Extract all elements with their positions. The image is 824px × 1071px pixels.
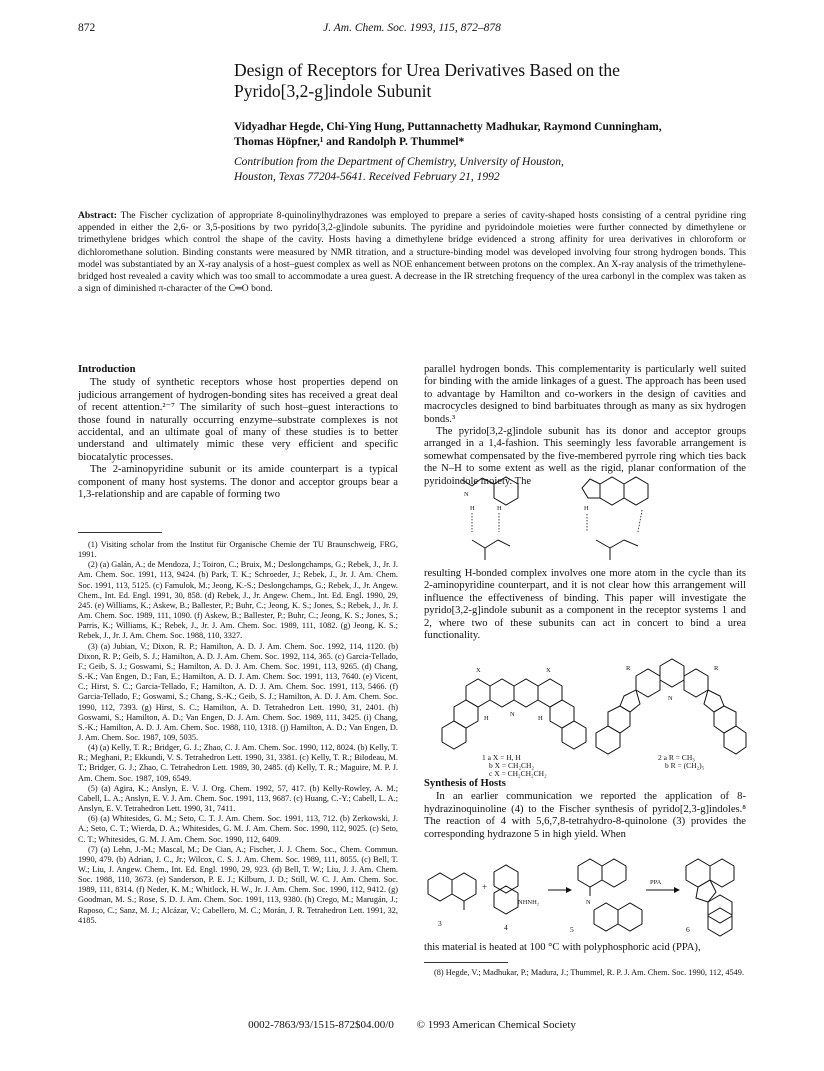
left-footnote: (1) Visiting scholar from the Institut für Organische Chemie der TU Braunschweig, FRG, 1991. xyxy=(78,540,398,560)
right-column-text-2 xyxy=(424,568,746,642)
nh-label-right: H xyxy=(538,715,543,722)
compound-1c-label: c X = CH₂CH₂CH₂ xyxy=(489,769,547,778)
compound-2a-label: 2 a R = CH₃ xyxy=(658,753,695,762)
r-label-left: R xyxy=(626,665,631,672)
synthesis-paragraph-2: this material is heated at 100 °C with polyphosphoric acid (PPA), xyxy=(424,942,701,953)
abstract xyxy=(78,210,746,295)
author-list xyxy=(234,120,754,150)
affiliation-line-2: Houston, Texas 77204-5641. Received February 21, 1992 xyxy=(234,171,500,183)
compound-6-number: 6 xyxy=(686,925,690,934)
hydrazone-n-label: N xyxy=(586,899,591,906)
host-structure-2 xyxy=(596,659,746,770)
introduction-heading: Introduction xyxy=(78,364,136,375)
compound-6 xyxy=(686,859,734,936)
title-line-1: Design of Receptors for Urea Derivatives Based on the xyxy=(234,60,620,80)
intro-paragraph-3: The pyrido[3,2-g]indole subunit has its donor and acceptor groups arranged in a 1,4-fashion. This seemingly less favorable arrangement is somewhat compensated by the five-membered pyrrole ring which ties back the N–H to some extent as well as the rigid, planar conformation of the pyridoindole moiety. The xyxy=(424,426,746,487)
intro-paragraph-2-continued: parallel hydrogen bonds. This complementarity is particularly well suited for binding with the amide linkages of a guest. The approach has been used to advantage by Hamilton and co-workers in the design of cavities and macrocycles designed to bind barbituates through as many as six hydrogen bonds.³ xyxy=(424,364,746,425)
affiliation xyxy=(234,155,754,185)
host-structures-figure xyxy=(424,656,746,776)
right-footnote: (8) Hegde, V.; Madhukar, P.; Madura, J.; Thummel, R. P. J. Am. Chem. Soc. 1990, 112, 4549. xyxy=(434,968,745,977)
footnotes-right xyxy=(424,968,746,978)
compound-3 xyxy=(428,873,476,928)
journal-citation: J. Am. Chem. Soc. 1993, 115, 872–878 xyxy=(323,22,501,34)
compound-5-number: 5 xyxy=(570,925,574,934)
footnotes-left xyxy=(78,540,398,926)
affiliation-line-1: Contribution from the Department of Chemistry, University of Houston, xyxy=(234,156,564,168)
host-structure-1 xyxy=(442,667,586,778)
nhnh2-label: NHNH₂ xyxy=(518,899,540,906)
authors-line-1: Vidyadhar Hegde, Chi-Ying Hung, Puttannachetty Madhukar, Raymond Cunningham, xyxy=(234,121,662,133)
ppa-reagent-label: PPA xyxy=(650,879,662,886)
footnote-rule xyxy=(78,532,162,533)
copyright-notice: © 1993 American Chemical Society xyxy=(416,1019,576,1031)
pyridine-n-label: N xyxy=(510,711,515,718)
running-header xyxy=(78,22,746,38)
page-footer xyxy=(78,1019,746,1031)
left-footnote: (5) (a) Agira, K.; Anslyn, E. V. J. Org. Chem. 1992, 57, 417. (b) Kelly-Rowley, A. M.; Cabell, L. A.; Anslyn, E. V. J. Am. Chem. Soc. 1991, 113, 9687. (c) Huang, C.-Y.; Cabell, L. A.; Anslyn, E. V. Tetrahedron Lett. 1990, 31, 7411. xyxy=(78,783,398,814)
synthesis-heading: Synthesis of Hosts xyxy=(424,778,506,789)
left-column-body xyxy=(78,364,398,501)
right-column-text-1 xyxy=(424,364,746,488)
compound-4 xyxy=(494,865,539,932)
abstract-text: The Fischer cyclization of appropriate 8-quinolinylhydrazones was employed to prepare a series of cavity-shaped hosts consisting of a central pyridine ring appended in either the 2,6- or 3,5-positions by two pyrido[3,2-g]indole subunits. The pyridine and pyridoindole moieties were further connected by dimethylene or trimethylene bridges which control the shape of the cavity. Hosts having a dimethylene bridge evidenced a strong affinity for urea derivatives in chloroform or dichloromethane solution. Binding constants were measured by NMR titration, and a structure-binding model was developed involving four strong hydrogen bonds. This model was substantiated by an X-ray analysis of a host–guest complex as well as NOE enhancement between protons on the complex. An X-ray analysis of the trimethylene-bridged host revealed a cavity which was too small to accommodate a urea guest. A decrease in the IR stretching frequency of the urea carbonyl in the complex was taken as a sign of diminished π-character of the C═O bond. xyxy=(78,210,746,295)
reaction-scheme xyxy=(424,858,746,938)
compound-4-number: 4 xyxy=(504,923,508,932)
intro-paragraph-3-continued: resulting H-bonded complex involves one more atom in the cycle than its 2-aminopyridine counterpart, and it is not clear how this arrangement will influence the effectiveness of binding. This paper will investigate the pyrido[3,2-g]indole subunit as a component in the receptor systems 1 and 2, where two of these subunits can act in concert to bind a urea functionality. xyxy=(424,568,746,642)
hbond-figures xyxy=(450,474,710,564)
compound-2b-label: b R = (CH₂)₅ xyxy=(665,761,705,770)
title-line-2: Pyrido[3,2-g]indole Subunit xyxy=(234,81,432,101)
plus-sign: + xyxy=(482,882,488,892)
authors-line-2: Thomas Höpfner,¹ and Randolph P. Thummel* xyxy=(234,136,465,148)
left-footnote: (7) (a) Lehn, J.-M.; Mascal, M.; De Cian, A.; Fischer, J. J. Chem. Soc., Chem. Commun. 1990, 479. (b) Adrian, J. C., Jr.; Wilcox, C. S. J. Am. Chem. Soc. 1989, 111, 8055. (c) Bell, T. W.; Liu, J. Angew. Chem., Int. Ed. Engl. 1990, 29, 923. (d) Bell, T. W.; Liu, J. J. Am. Chem. Soc. 1988, 110, 3673. (e) Sanderson, P. E. J.; Kilburn, J. D.; Still, W. C. J. Am. Chem. Soc. 1989, 111, 8314. (f) Neder, K. M.; Whitlock, H. W., Jr. J. Am. Chem. Soc. 1990, 112, 9412. (g) Goodman, M. S.; Rose, S. D. J. Am. Chem. Soc. 1991, 113, 9380. (h) Crego, M.; Marugán, J.; Raposo, C.; Sanz, M. J.; Alcázar, V.; Cabellero, M. C.; Morán, J. R. Tetrahedron Lett. 1991, 32, 4185. xyxy=(78,844,398,925)
compound-1a-label: 1 a X = H, H xyxy=(482,753,521,762)
left-footnote: (2) (a) Galán, A.; de Mendoza, J.; Toiron, C.; Bruix, M.; Deslongchamps, G.; Rebek, J., Jr. J. Am. Chem. Soc. 1991, 113, 9424. (b) Park, T. K.; Schroeder, J.; Rebek, J., Jr. J. Am. Chem. Soc. 1991, 113, 5125. (c) Famulok, M.; Jeong, K.-S.; Deslongchamps, G.; Rebek, J., Jr. Angew. Chem., Int. Ed. Engl. 1991, 30, 858. (d) Rebek, J., Jr. Angew. Chem., Int. Ed. Engl. 1990, 29, 245. (e) Williams, K.; Askew, B.; Ballester, P.; Buhr, C.; Jeong, K. S.; Jones, S.; Rebek, J., Jr. J. Am. Chem. Soc. 1989, 111, 1090. (f) Askew, B.; Ballester, P.; Buhr, C.; Jeong, K. S.; Jones, S.; Parris, K.; Williams, K.; Rebek, J., Jr. J. Am. Chem. Soc. 1989, 111, 1082. (g) Jeong, K. S.; Rebek, J., Jr. J. Am. Chem. Soc. 1988, 110, 3327. xyxy=(78,560,398,641)
left-footnote: (4) (a) Kelly, T. R.; Bridger, G. J.; Zhao, C. J. Am. Chem. Soc. 1990, 112, 8024. (b) Kelly, T. R.; Meghani, P.; Ekkundi, V. S. Tetrahedron Lett. 1990, 31, 3381. (c) Kelly, T. R.; Bilodeau, M. T.; Bridger, G. J.; Zhao, C. Tetrahedron Lett. 1989, 30, 2485. (d) Kelly, T. R.; Maguire, M. P. J. Am. Chem. Soc. 1987, 109, 6549. xyxy=(78,743,398,783)
paper-title xyxy=(234,60,754,102)
nh-label-left: H xyxy=(484,715,489,722)
compound-5 xyxy=(570,859,642,934)
synthesis-paragraph-1: In an earlier communication we reported the application of 8-hydrazinoquinoline (4) to the Fischer synthesis of pyrido[2,3-g]indoles.⁸ The reaction of 4 with 5,6,7,8-tetrahydro-8-quinolone (3) provides the corresponding hydrazone 5 in high yield. When xyxy=(424,791,746,840)
intro-paragraph-1: The study of synthetic receptors whose host properties depend on judicious arrangement of hydrogen-bonding sites has received a great deal of recent attention.²⁻⁷ The similarity of such host–guest interactions to those found in naturally occurring enzyme–substrate complexes is not accidental, and an ultimate goal of many of these studies is to better understand and ultimately mimic these very efficient and specific biocatalytic processes. xyxy=(78,377,398,463)
r-label-right: R xyxy=(714,665,719,672)
article-code: 0002-7863/93/1515-872$04.00/0 xyxy=(248,1019,394,1031)
compound-3-number: 3 xyxy=(438,919,442,928)
compound-1b-label: b X = CH₂CH₂ xyxy=(489,761,535,770)
x-label-left: X xyxy=(476,667,481,674)
pyridine-n-label-2: N xyxy=(668,695,673,702)
left-footnote: (3) (a) Jubian, V.; Dixon, R. P.; Hamilton, A. D. J. Am. Chem. Soc. 1992, 114, 1120. (b) Dixon, R. P.; Geib, S. J.; Hamilton, A. D. J. Am. Chem. Soc. 1992, 114, 365. (c) Garcia-Tellado, F.; Geib, S. J.; Goswami, S.; Hamilton, A. D. J. Am. Chem. Soc. 1991, 113, 9265. (d) Chang, S.-K.; Van Engen, D.; Fan, E.; Hamilton, A. D. J. Am. Chem. Soc. 1991, 113, 7640. (e) Vicent, C.; Hirst, S. C.; Garcia-Tellado, F.; Hamilton, A. D. J. Am. Chem. Soc. 1991, 113, 5466. (f) Garcia-Tellado, F.; Goswami, S.; Chang, S.-K.; Geib, S. J.; Hamilton, A. D. J. Am. Chem. Soc. 1990, 112, 7393. (g) Hirst, S. C.; Hamilton, A. D. Tetrahedron Lett. 1990, 31, 2401. (h) Goswami, S.; Hamilton, A. D.; Van Engen, D. J. Am. Chem. Soc. 1989, 111, 3425. (i) Chang, S.-K.; Hamilton, A. D. J. Am. Chem. Soc. 1988, 110, 1318. (j) Hamilton, A. D.; Van Engen, D. J. Am. Chem. Soc. 1987, 109, 5035. xyxy=(78,641,398,742)
nh-atom-label: N xyxy=(464,491,469,498)
right-column-synthesis xyxy=(424,778,746,841)
aminopyridine-hbond-figure xyxy=(462,477,518,560)
abstract-label: Abstract: xyxy=(78,210,117,221)
x-label-right: X xyxy=(546,667,551,674)
page-number: 872 xyxy=(78,22,96,34)
intro-paragraph-2: The 2-aminopyridine subunit or its amide counterpart is a typical component of many host systems. The donor and acceptor groups bear a 1,3-relationship and are capable of forming two xyxy=(78,464,398,501)
h-atom-label-2: H xyxy=(497,505,502,512)
h-atom-label: H xyxy=(470,505,475,512)
right-column-text-4 xyxy=(424,942,746,954)
left-footnote: (6) (a) Whitesides, G. M.; Seto, C. T. J. Am. Chem. Soc. 1991, 113, 712. (b) Zerkowski, J. A.; Seto, C. T.; Wierda, D. A.; Whitesides, G. M. J. Am. Chem. Soc. 1990, 112, 9025. (c) Seto, C. T.; Whitesides, G. M. J. Am. Chem. Soc. 1990, 112, 6409. xyxy=(78,814,398,844)
footnote-rule-right xyxy=(424,962,508,963)
pyridoindole-hbond-figure xyxy=(582,477,648,560)
indole-h-label: H xyxy=(584,505,589,512)
